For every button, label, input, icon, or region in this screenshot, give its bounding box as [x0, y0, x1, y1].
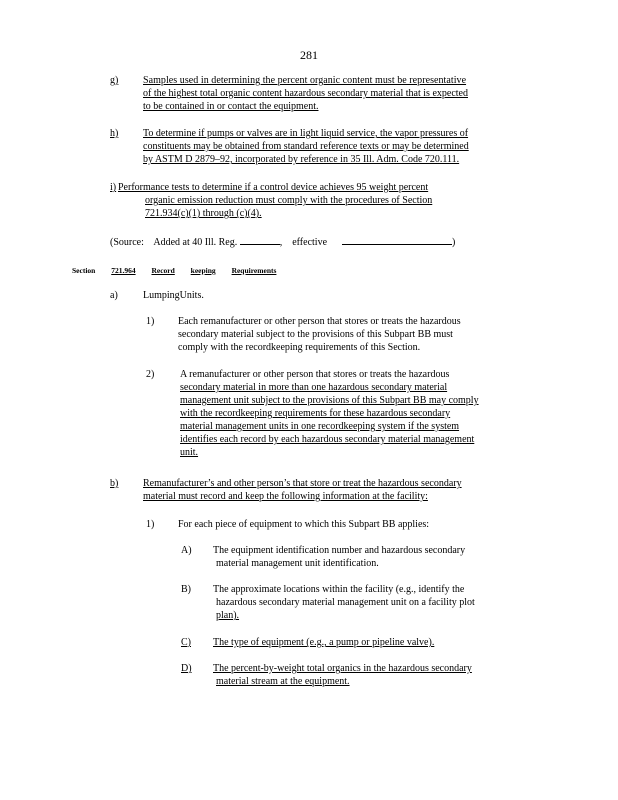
item-a2-label: 2): [146, 369, 155, 380]
item-b1B-line: plan).: [216, 610, 240, 621]
item-b1A-label: A): [181, 545, 192, 556]
item-b1B-line: hazardous secondary material management unit on a facility plot: [216, 597, 475, 608]
item-b1-label: 1): [146, 519, 155, 530]
item-b-line: Remanufacturer’s and other person’s that store or treat the hazardous secondary: [143, 478, 462, 489]
source-effective: effective: [292, 237, 328, 248]
item-b1B-line: The approximate locations within the facility (e.g., identify the: [213, 584, 465, 595]
source-blank-volume: [240, 235, 280, 245]
item-h-line: by ASTM D 2879–92, incorporated by reference in 35 Ill. Adm. Code 720.111.: [143, 154, 460, 165]
source-text: Added at 40 Ill. Reg.: [153, 237, 238, 248]
item-a2-line: A remanufacturer or other person that stores or treats the hazardous: [180, 369, 450, 380]
item-g-line: Samples used in determining the percent organic content must be representative: [143, 75, 467, 86]
page-number: 281: [300, 48, 318, 62]
section-heading: [72, 264, 290, 277]
item-i-line: 721.934(c)(1) through (c)(4).: [145, 208, 262, 219]
item-b-line: material must record and keep the following information at the facility:: [143, 491, 428, 502]
item-b1A-line: material management unit identification.: [216, 558, 379, 569]
item-a2-line: management unit subject to the provisions of this Subpart BB may comply: [180, 395, 479, 406]
item-b1C-label: C): [181, 637, 191, 648]
item-b1D-text: [213, 662, 529, 688]
item-b1C-text: [213, 636, 503, 649]
item-b1-text: For each piece of equipment to which this Subpart BB applies:: [178, 519, 430, 530]
item-b1D-line: The percent-by-weight total organics in the hazardous secondary: [213, 663, 472, 674]
section-label: Section: [72, 266, 96, 275]
item-g-label: g): [110, 75, 119, 86]
item-a2-line: unit.: [180, 447, 199, 458]
item-i-text: [118, 181, 512, 220]
section-title-1: Record: [151, 266, 175, 275]
item-b1A-line: The equipment identification number and hazardous secondary: [213, 545, 466, 556]
item-h-line: constituents may be obtained from standard reference texts or may be determined: [143, 141, 469, 152]
item-b1A-text: [213, 544, 519, 570]
item-b1B-label: B): [181, 584, 191, 595]
item-a1-line: secondary material subject to the provisions of this Subpart BB must: [178, 329, 453, 340]
section-title-2: keeping: [190, 266, 216, 275]
item-a2-line: material management units in one recordkeeping system if the system: [180, 421, 460, 432]
item-h-label: h): [110, 128, 119, 139]
section-number: 721.964: [111, 266, 136, 275]
item-a1-line: comply with the recordkeeping requirements of this Section.: [178, 342, 421, 353]
item-a2-text: [180, 368, 536, 459]
item-b1D-line: material stream at the equipment.: [216, 676, 350, 687]
item-i-label: i): [110, 182, 117, 193]
item-a-heading: LumpingUnits.: [143, 290, 204, 301]
item-a-label: a): [110, 290, 118, 301]
item-b1B-text: [213, 583, 529, 622]
item-h-line: To determine if pumps or valves are in light liquid service, the vapor pressures of: [143, 128, 469, 139]
item-a2-line: identifies each record by each hazardous secondary material management: [180, 434, 475, 445]
source-blank-date: [342, 235, 452, 245]
item-h-text: [143, 127, 537, 166]
item-g-line: of the highest total organic content hazardous secondary material that is expected: [143, 88, 468, 99]
item-a2-line: with the recordkeeping requirements for these hazardous secondary: [180, 408, 451, 419]
item-g-text: [143, 74, 537, 113]
source-prefix: (Source:: [110, 237, 144, 248]
item-b1C-line: The type of equipment (e.g., a pump or pipeline valve).: [213, 637, 435, 648]
item-b-label: b): [110, 478, 119, 489]
source-close: ): [452, 237, 456, 248]
item-a1-line: Each remanufacturer or other person that stores or treats the hazardous: [178, 316, 461, 327]
item-a2-line: secondary material in more than one hazardous secondary material: [180, 382, 448, 393]
item-a1-text: [178, 315, 514, 354]
source-note: (Source: Added at 40 Ill. Reg. , effective ): [110, 237, 456, 248]
section-title-3: Requirements: [231, 266, 277, 275]
item-i-line: organic emission reduction must comply with the procedures of Section: [145, 195, 433, 206]
item-g-line: to be contained in or contact the equipment.: [143, 101, 319, 112]
item-b1D-label: D): [181, 663, 192, 674]
item-i-line: Performance tests to determine if a control device achieves 95 weight percent: [118, 182, 429, 193]
item-b-text: [143, 477, 537, 503]
item-a1-label: 1): [146, 316, 155, 327]
